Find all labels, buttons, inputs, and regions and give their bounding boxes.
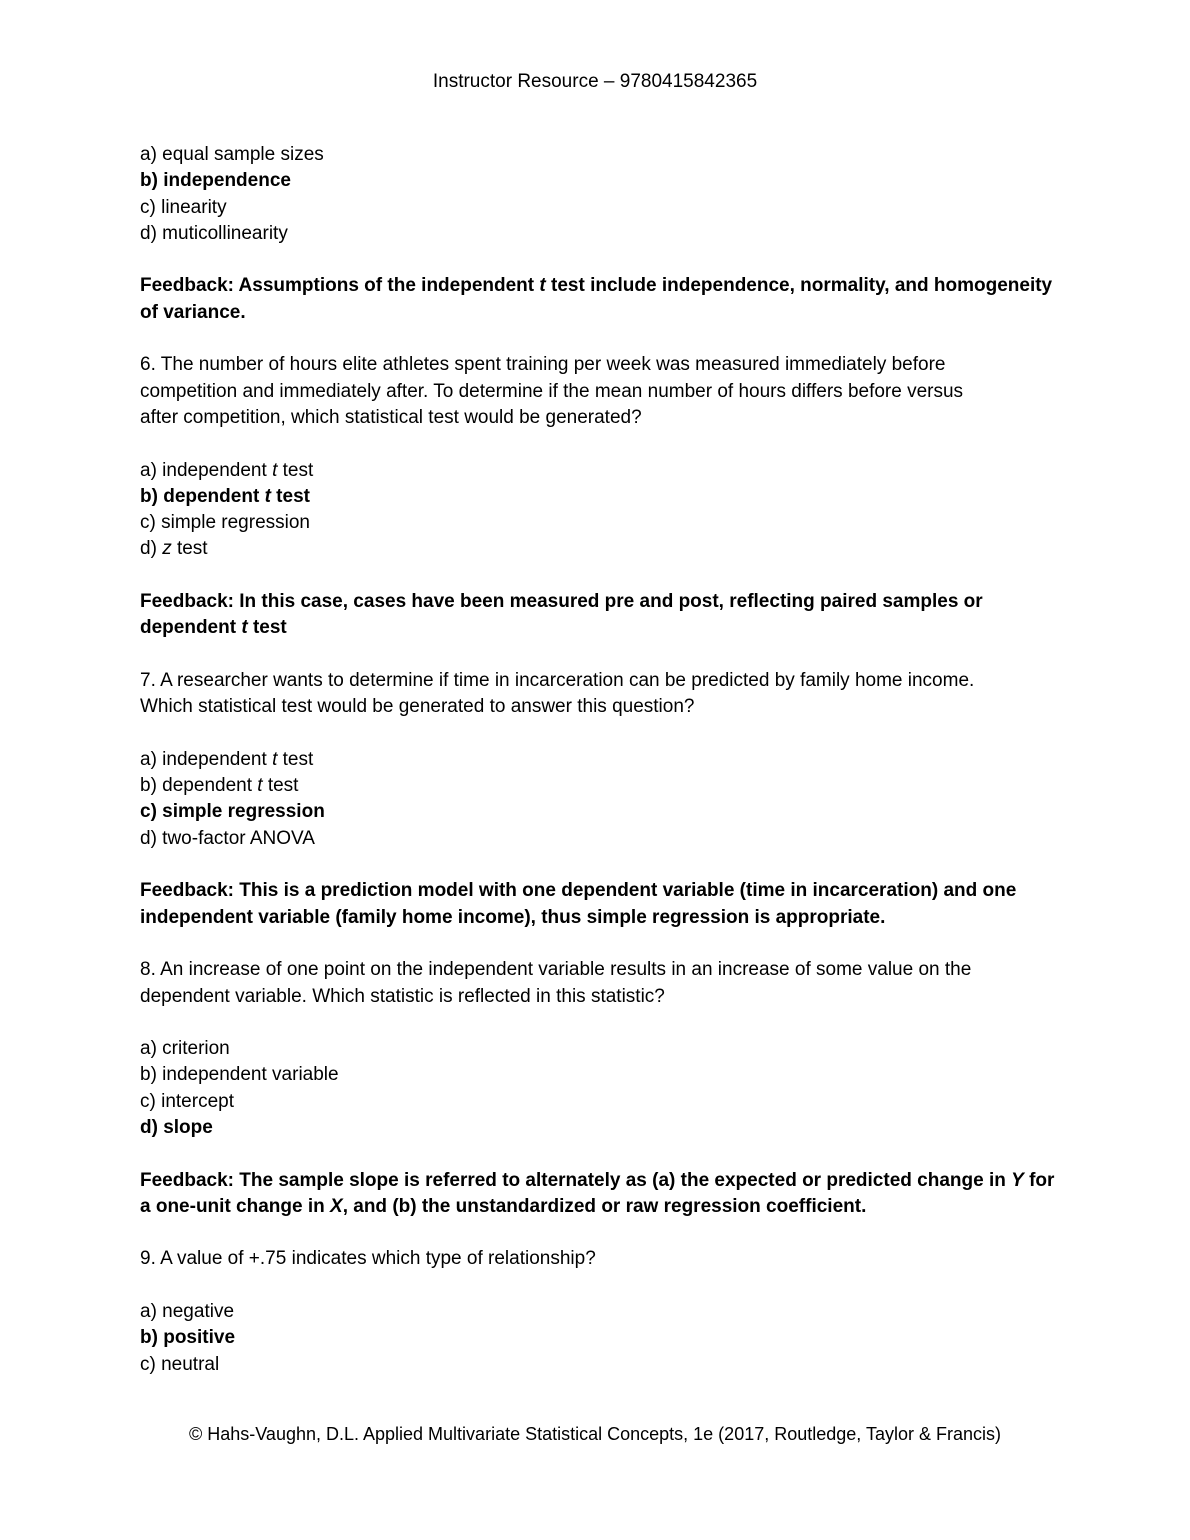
text-run: a) independent <box>140 748 273 770</box>
question-6-option-b-answer <box>140 484 1052 510</box>
text-run: competition and immediately after. To determine if the mean number of hours differs before versus <box>140 380 964 402</box>
text-run: Which statistical test would be generated to answer this question? <box>140 696 695 718</box>
text-run: test <box>171 538 208 560</box>
footer-text: © Hahs-Vaughn, D.L. Applied Multivariate Statistical Concepts, 1e (2017, Routledge, Taylor & Francis) <box>188 1424 1001 1444</box>
text-run: 6. The number of hours elite athletes spent training per week was measured immediately before <box>140 354 946 376</box>
text-run: test <box>247 617 287 639</box>
text-run: a one-unit change in <box>140 1195 331 1217</box>
question-7-line-2 <box>140 694 1052 720</box>
text-run: 9. A value of +.75 indicates which type of relationship? <box>140 1248 596 1270</box>
question-7-text <box>140 668 1052 721</box>
italic-text-run: t <box>257 775 263 797</box>
question-5-feedback-line-2 <box>140 300 1052 326</box>
text-run: dependent <box>140 617 242 639</box>
question-5-option-c <box>140 195 1052 221</box>
question-9-option-c <box>140 1352 1052 1378</box>
text-run: a) negative <box>140 1301 235 1323</box>
italic-text-run: X <box>330 1195 343 1217</box>
text-run: a) equal sample sizes <box>140 144 324 165</box>
text-run: independent variable (family home income), thus simple regression is appropriate. <box>140 906 886 928</box>
question-5-option-a <box>140 142 1052 168</box>
question-7-option-a <box>140 747 1052 773</box>
question-7-feedback-line-2 <box>140 905 1052 931</box>
text-run: b) independence <box>140 170 291 192</box>
text-run: a) criterion <box>140 1038 230 1060</box>
text-run: test <box>270 485 310 507</box>
question-5-option-d <box>140 221 1052 247</box>
question-5-feedback <box>140 273 1052 326</box>
question-6-line-1 <box>140 352 1052 378</box>
question-7-option-d <box>140 826 1052 852</box>
text-run: Feedback: Assumptions of the independent <box>140 275 540 297</box>
question-8-option-d-answer <box>140 1115 1052 1141</box>
question-7-feedback <box>140 878 1052 931</box>
question-6-options <box>140 458 1052 563</box>
text-run: a) independent <box>140 459 273 481</box>
question-7-option-b <box>140 773 1052 799</box>
italic-text-run: t <box>264 485 271 507</box>
text-run: dependent variable. Which statistic is reflected in this statistic? <box>140 985 665 1007</box>
question-6-option-d <box>140 536 1052 562</box>
question-5-options <box>140 142 1052 247</box>
text-run: for <box>1023 1169 1055 1191</box>
text-run: Feedback: The sample slope is referred to alternately as (a) the expected or predicted change in <box>140 1169 1012 1191</box>
italic-text-run: t <box>241 617 248 639</box>
question-7-line-1 <box>140 668 1052 694</box>
question-5-feedback-line-1 <box>140 273 1052 299</box>
question-8-line-2 <box>140 984 1052 1010</box>
question-9-option-a <box>140 1299 1052 1325</box>
text-run: test <box>262 775 299 797</box>
text-run: 7. A researcher wants to determine if time in incarceration can be predicted by family home income. <box>140 669 975 691</box>
question-6-feedback-line-1 <box>140 589 1052 615</box>
page-header <box>0 69 1190 95</box>
question-8-feedback <box>140 1168 1055 1221</box>
text-run: c) linearity <box>140 196 227 218</box>
text-run: d) slope <box>140 1116 213 1138</box>
question-7-option-c-answer <box>140 799 1052 825</box>
text-run: of variance. <box>140 301 246 323</box>
text-run: c) intercept <box>140 1090 234 1112</box>
question-6-feedback <box>140 589 1052 642</box>
question-9-line-1 <box>140 1246 1052 1272</box>
text-run: Feedback: This is a prediction model with one dependent variable (time in incarceration) and one <box>140 880 1017 902</box>
question-9-text <box>140 1246 1052 1272</box>
question-5-option-b-answer <box>140 168 1052 194</box>
question-8-text <box>140 957 1052 1010</box>
text-run: , and (b) the unstandardized or raw regression coefficient. <box>342 1195 867 1217</box>
text-run: d) muticollinearity <box>140 222 288 244</box>
question-8-options <box>140 1036 1052 1141</box>
question-6-option-a <box>140 458 1052 484</box>
page-footer <box>0 1421 1190 1447</box>
text-run: Feedback: In this case, cases have been measured pre and post, reflecting paired samples or <box>140 591 983 613</box>
question-6-line-2 <box>140 379 1052 405</box>
header-title: Instructor Resource – 9780415842365 <box>432 71 758 92</box>
italic-text-run: z <box>162 538 172 560</box>
question-6-text <box>140 352 1052 431</box>
text-run: after competition, which statistical test would be generated? <box>140 406 642 428</box>
text-run: c) simple regression <box>140 512 310 534</box>
question-8-option-c <box>140 1089 1052 1115</box>
text-run: test <box>277 459 314 481</box>
text-run: b) dependent <box>140 485 265 507</box>
italic-text-run: Y <box>1011 1169 1024 1191</box>
question-8-option-a <box>140 1036 1052 1062</box>
text-run: b) dependent <box>140 775 258 797</box>
text-run: test <box>277 748 314 770</box>
question-8-option-b <box>140 1062 1052 1088</box>
question-9-option-b-answer <box>140 1325 1052 1351</box>
text-run: c) neutral <box>140 1353 220 1375</box>
text-run: b) independent variable <box>140 1064 339 1086</box>
question-6-feedback-line-2 <box>140 615 1052 641</box>
question-9-options <box>140 1299 1052 1378</box>
italic-text-run: t <box>539 275 546 297</box>
text-run: test include independence, normality, and homogeneity <box>545 275 1053 297</box>
question-6-line-3 <box>140 405 1052 431</box>
question-8-feedback-line-1 <box>140 1168 1055 1194</box>
italic-text-run: t <box>272 459 278 481</box>
text-run: d) two-factor ANOVA <box>140 827 315 849</box>
text-run: d) <box>140 538 163 560</box>
question-8-line-1 <box>140 957 1052 983</box>
question-8-feedback-line-2 <box>140 1194 1052 1220</box>
text-run: b) positive <box>140 1327 236 1349</box>
question-7-options <box>140 747 1052 852</box>
text-run: 8. An increase of one point on the independent variable results in an increase of some value on the <box>140 959 972 981</box>
text-run: c) simple regression <box>140 801 325 823</box>
document-body <box>140 142 1055 1378</box>
question-6-option-c <box>140 510 1052 536</box>
question-7-feedback-line-1 <box>140 878 1052 904</box>
italic-text-run: t <box>272 748 278 770</box>
